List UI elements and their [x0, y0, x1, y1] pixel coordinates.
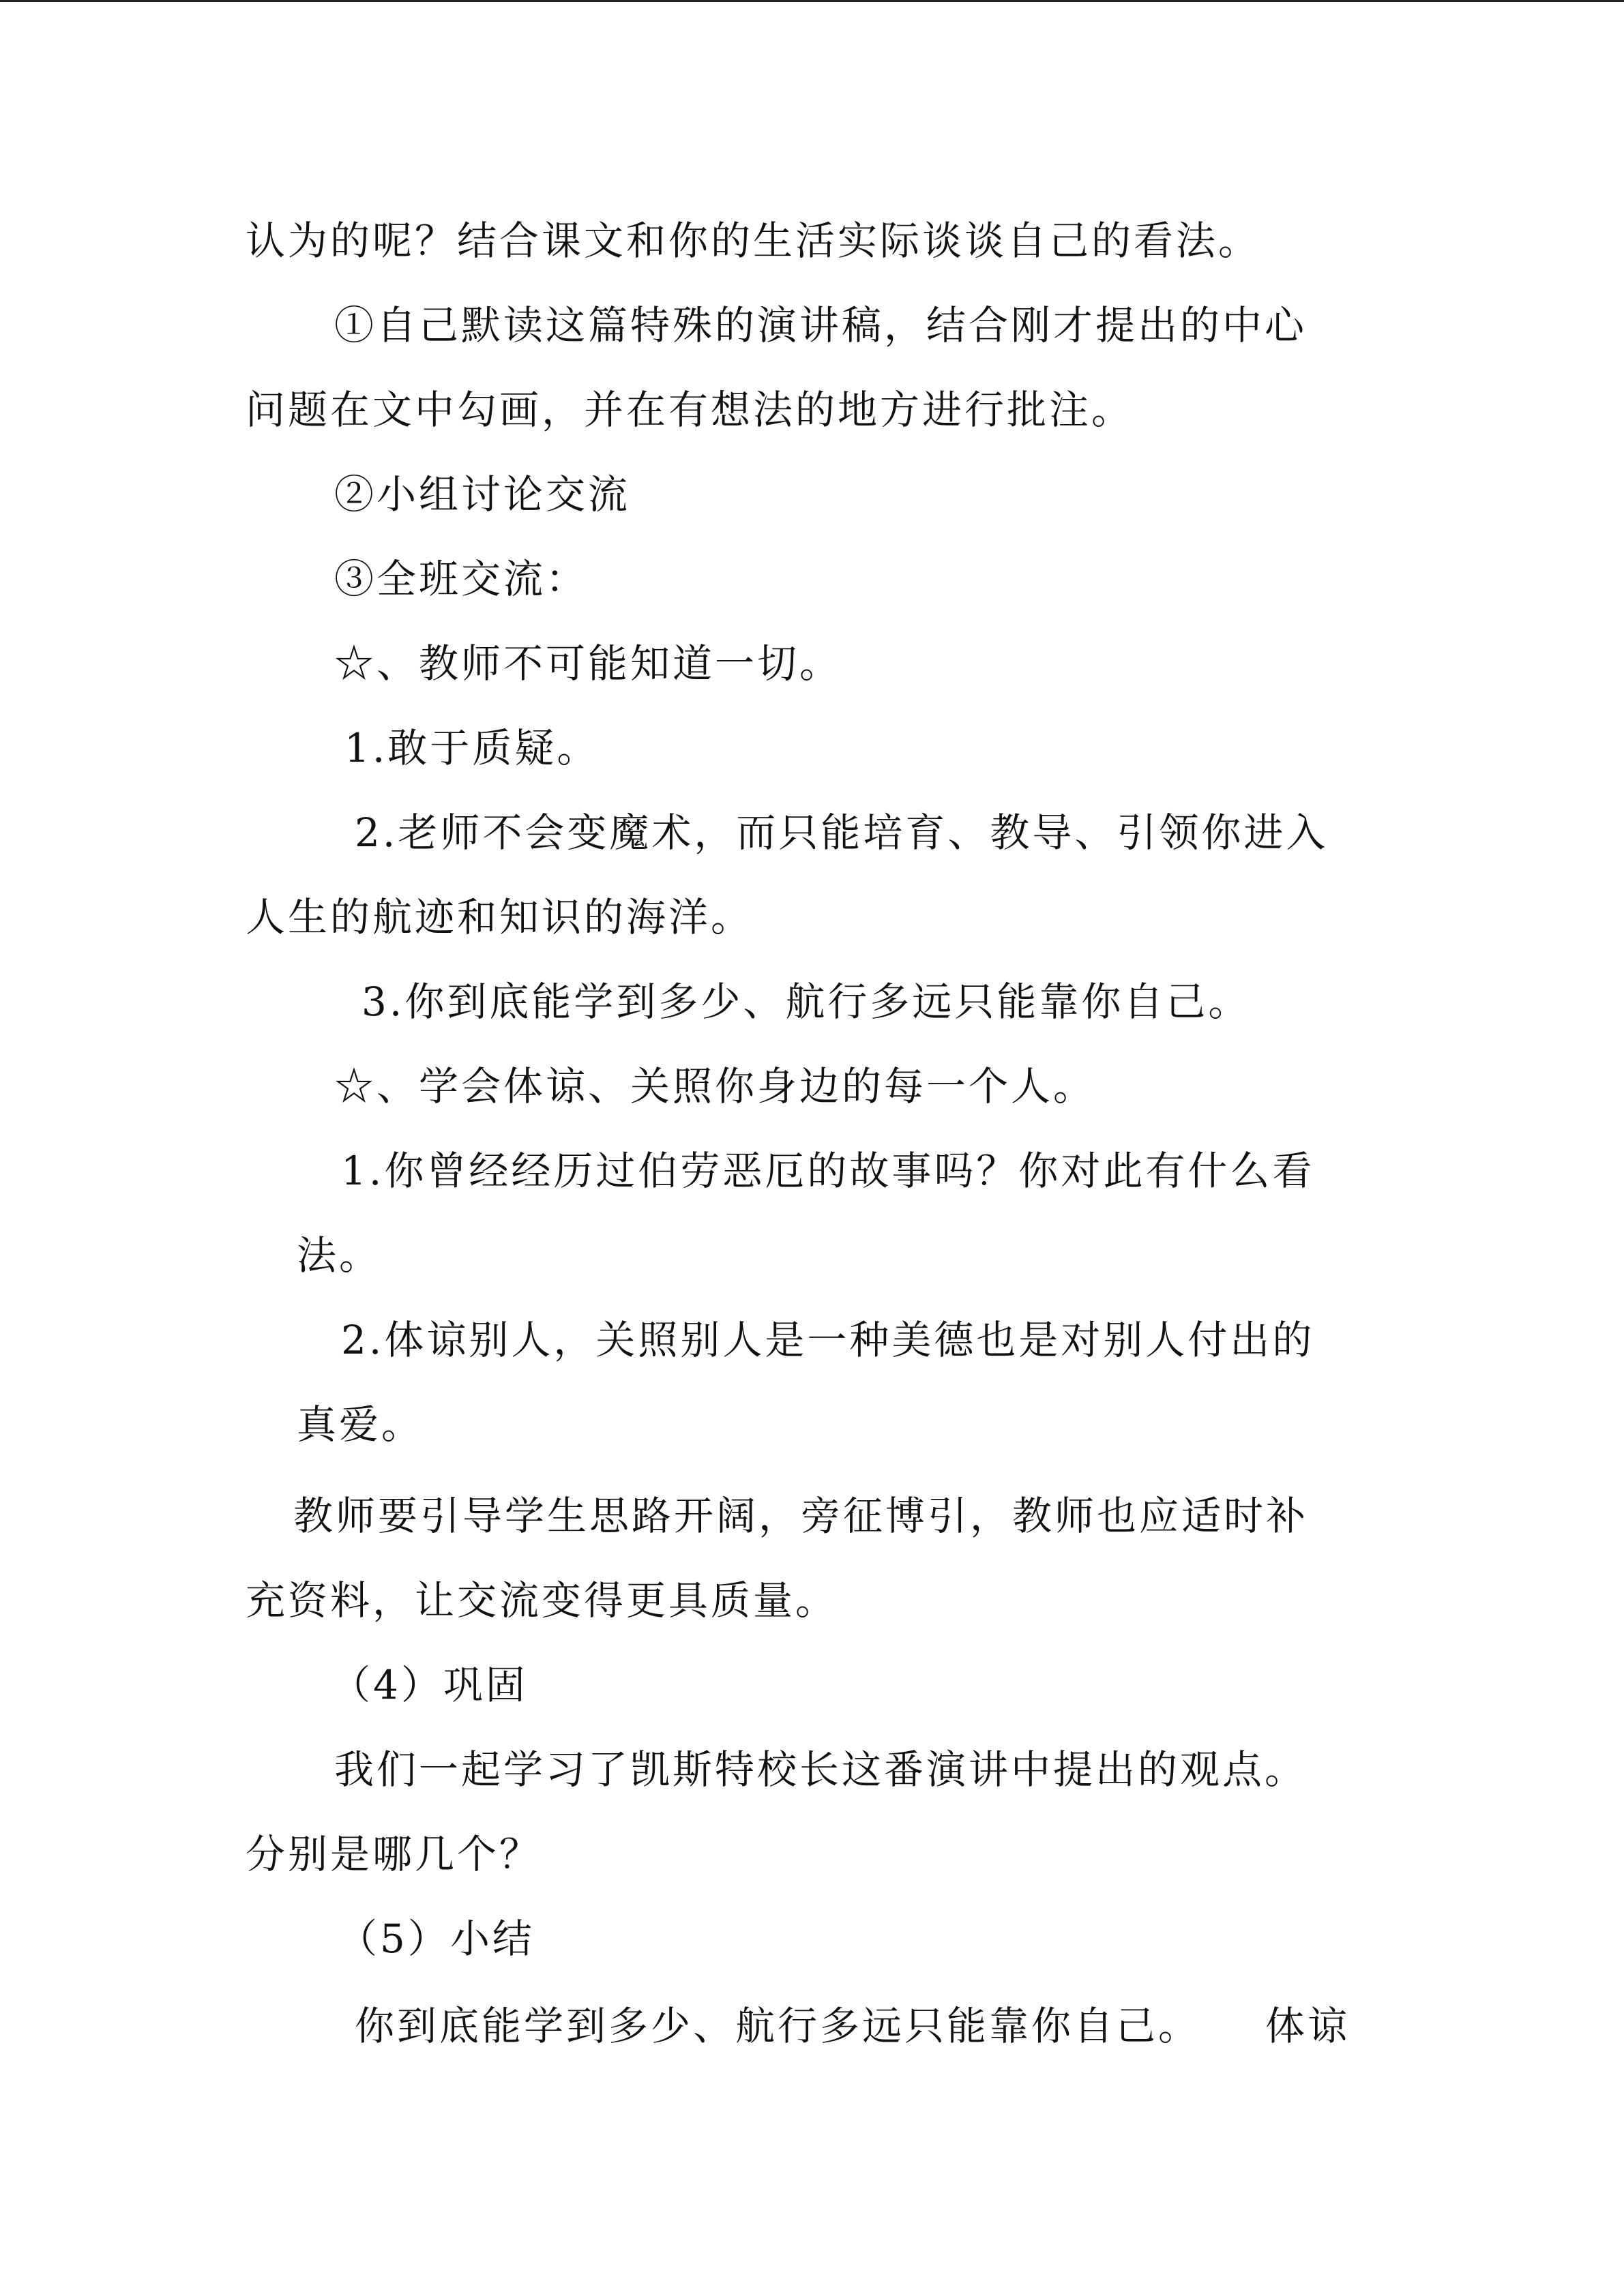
text-line-20: 分别是哪几个？: [246, 1831, 542, 1877]
text-line-12: 1.你曾经经历过伯劳恶厄的故事吗？你对此有什么看: [341, 1148, 1315, 1194]
text-line-14: 2.体谅别人，关照别人是一种美德也是对别人付出的: [341, 1317, 1315, 1363]
text-line-6: ☆、教师不可能知道一切。: [334, 640, 842, 687]
text-line-9: 人生的航迹和知识的海洋。: [246, 894, 754, 940]
text-line-8: 2.老师不会变魔术，而只能培育、教导、引领你进入: [355, 809, 1329, 856]
text-line-11: ☆、学会体谅、关照你身边的每一个人。: [334, 1063, 1096, 1109]
text-line-2: ①自己默读这篇特殊的演讲稿，结合刚才提出的中心: [334, 302, 1308, 348]
text-line-10: 3.你到底能学到多少、航行多远只能靠你自己。: [361, 979, 1251, 1025]
text-line-13: 法。: [297, 1232, 382, 1279]
text-line-19: 我们一起学习了凯斯特校长这番演讲中提出的观点。: [334, 1746, 1308, 1793]
text-line-3: 问题在文中勾画，并在有想法的地方进行批注。: [246, 387, 1134, 433]
text-line-21: （5）小结: [338, 1915, 535, 1962]
text-line-1: 认为的呢？结合课文和你的生活实际谈谈自己的看法。: [246, 218, 1261, 264]
text-line-16: 教师要引导学生思路开阔，旁征博引，教师也应适时补: [293, 1493, 1309, 1539]
text-line-15: 真爱。: [297, 1401, 424, 1448]
text-line-5: ③全班交流：: [334, 556, 589, 602]
text-line-4: ②小组讨论交流: [334, 471, 631, 518]
text-line-22: 你到底能学到多少、航行多远只能靠你自己。 体谅: [355, 2003, 1350, 2049]
text-line-7: 1.敢于质疑。: [344, 725, 600, 771]
text-line-18: （4）巩固: [331, 1662, 528, 1708]
text-line-17: 充资料，让交流变得更具质量。: [246, 1577, 838, 1624]
